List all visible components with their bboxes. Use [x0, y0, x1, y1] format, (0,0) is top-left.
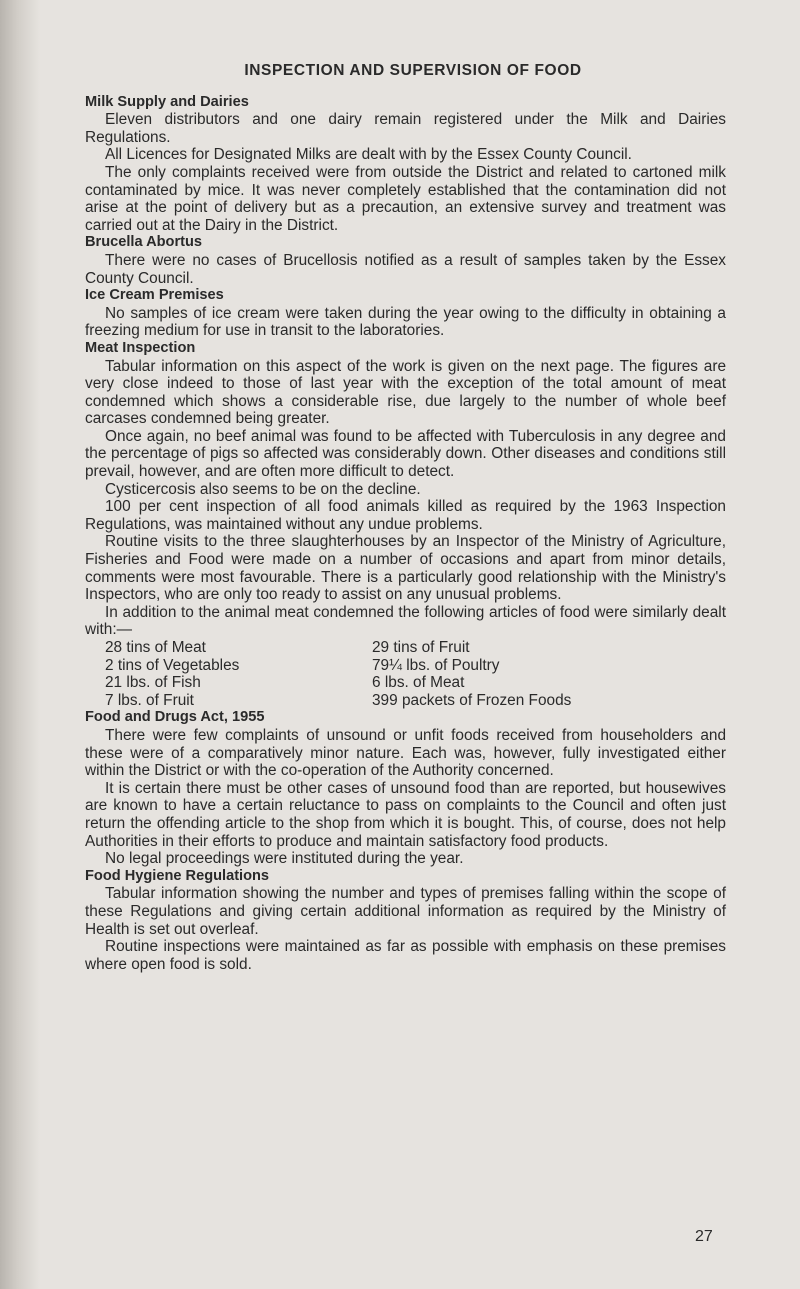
list-item: 7 lbs. of Fruit	[105, 691, 194, 709]
heading-food-hygiene: Food Hygiene Regulations	[85, 867, 270, 884]
list-item: 2 tins of Vegetables	[105, 656, 240, 674]
list-item: 28 tins of Meat	[105, 639, 206, 656]
list-item: 6 lbs. of Meat	[372, 674, 465, 692]
paragraph: 100 per cent inspection of all food animals killed as required by the 1963 Inspection Regulations, was maintained without any undue problems.	[85, 498, 726, 533]
document-page	[60, 62, 726, 973]
list-item: 79¼ lbs. of Poultry	[372, 656, 500, 674]
condemned-items-list	[105, 639, 731, 709]
paragraph: Routine visits to the three slaughterhouses by an Inspector of the Ministry of Agriculture, Fisheries and Food were made on a number of occasions and apart from minor details, comments were most favourable. There is a particularly good relationship with the Ministry's Inspectors, who are only too ready to assist on any unusual problems.	[85, 533, 726, 604]
paragraph: No legal proceedings were instituted during the year.	[105, 850, 464, 868]
paragraph: Tabular information on this aspect of the work is given on the next page. The figures are very close indeed to those of last year with the exception of the total amount of meat condemned which shows a considerable rise, due largely to the number of whole beef carcases condemned being greater.	[85, 357, 726, 428]
paragraph: All Licences for Designated Milks are dealt with by the Essex County Council.	[105, 146, 632, 164]
paragraph: Eleven distributors and one dairy remain registered under the Milk and Dairies Regulations.	[85, 111, 726, 146]
page-binding-shadow	[0, 0, 40, 1289]
paragraph: Once again, no beef animal was found to be affected with Tuberculosis in any degree and the percentage of pigs so affected was considerably down. Other diseases and conditions still prevail, however, and are often more difficult to detect.	[85, 427, 726, 481]
heading-ice-cream: Ice Cream Premises	[85, 287, 224, 304]
paragraph: It is certain there must be other cases of unsound food than are reported, but housewives are known to have a certain reluctance to pass on complaints to the Council and often just return the offending article to the shop from which it is bought. This, of course, does not help Authorities in their efforts to produce and maintain satisfactory food products.	[85, 779, 726, 850]
heading-food-and-drugs: Food and Drugs Act, 1955	[85, 709, 265, 726]
paragraph: Routine inspections were maintained as far as possible with emphasis on these premises where open food is sold.	[85, 938, 726, 973]
paragraph: There were few complaints of unsound or unfit foods received from householders and these were of a comparatively minor nature. Each was, however, fully investigated either within the District or with the co-operation of the Authority concerned.	[85, 726, 726, 780]
paragraph: Tabular information showing the number and types of premises falling within the scope of these Regulations and giving certain additional information as required by the Ministry of Health is set out overleaf.	[85, 885, 726, 938]
paragraph: There were no cases of Brucellosis notified as a result of samples taken by the Essex County Council.	[85, 251, 726, 287]
page-title: INSPECTION AND SUPERVISION OF FOOD	[244, 62, 582, 79]
list-item: 399 packets of Frozen Foods	[372, 691, 572, 709]
heading-milk-supply: Milk Supply and Dairies	[85, 93, 249, 110]
list-item: 21 lbs. of Fish	[105, 674, 201, 692]
page-number: 27	[695, 1228, 713, 1245]
heading-brucella: Brucella Abortus	[85, 234, 203, 251]
list-item: 29 tins of Fruit	[372, 639, 470, 656]
paragraph: Cysticercosis also seems to be on the decline.	[105, 480, 421, 498]
heading-meat-inspection: Meat Inspection	[85, 339, 196, 356]
paragraph: No samples of ice cream were taken during the year owing to the difficulty in obtaining a freezing medium for use in transit to the laboratories.	[85, 304, 726, 340]
paragraph: The only complaints received were from outside the District and related to cartoned milk contaminated by mice. It was never completely established that the contamination did not arise at the point of delivery but as a precaution, an extensive survey and treatment was carried out at the Dairy in the District.	[85, 163, 726, 234]
paragraph: In addition to the animal meat condemned the following articles of food were similarly dealt with:—	[85, 603, 726, 639]
